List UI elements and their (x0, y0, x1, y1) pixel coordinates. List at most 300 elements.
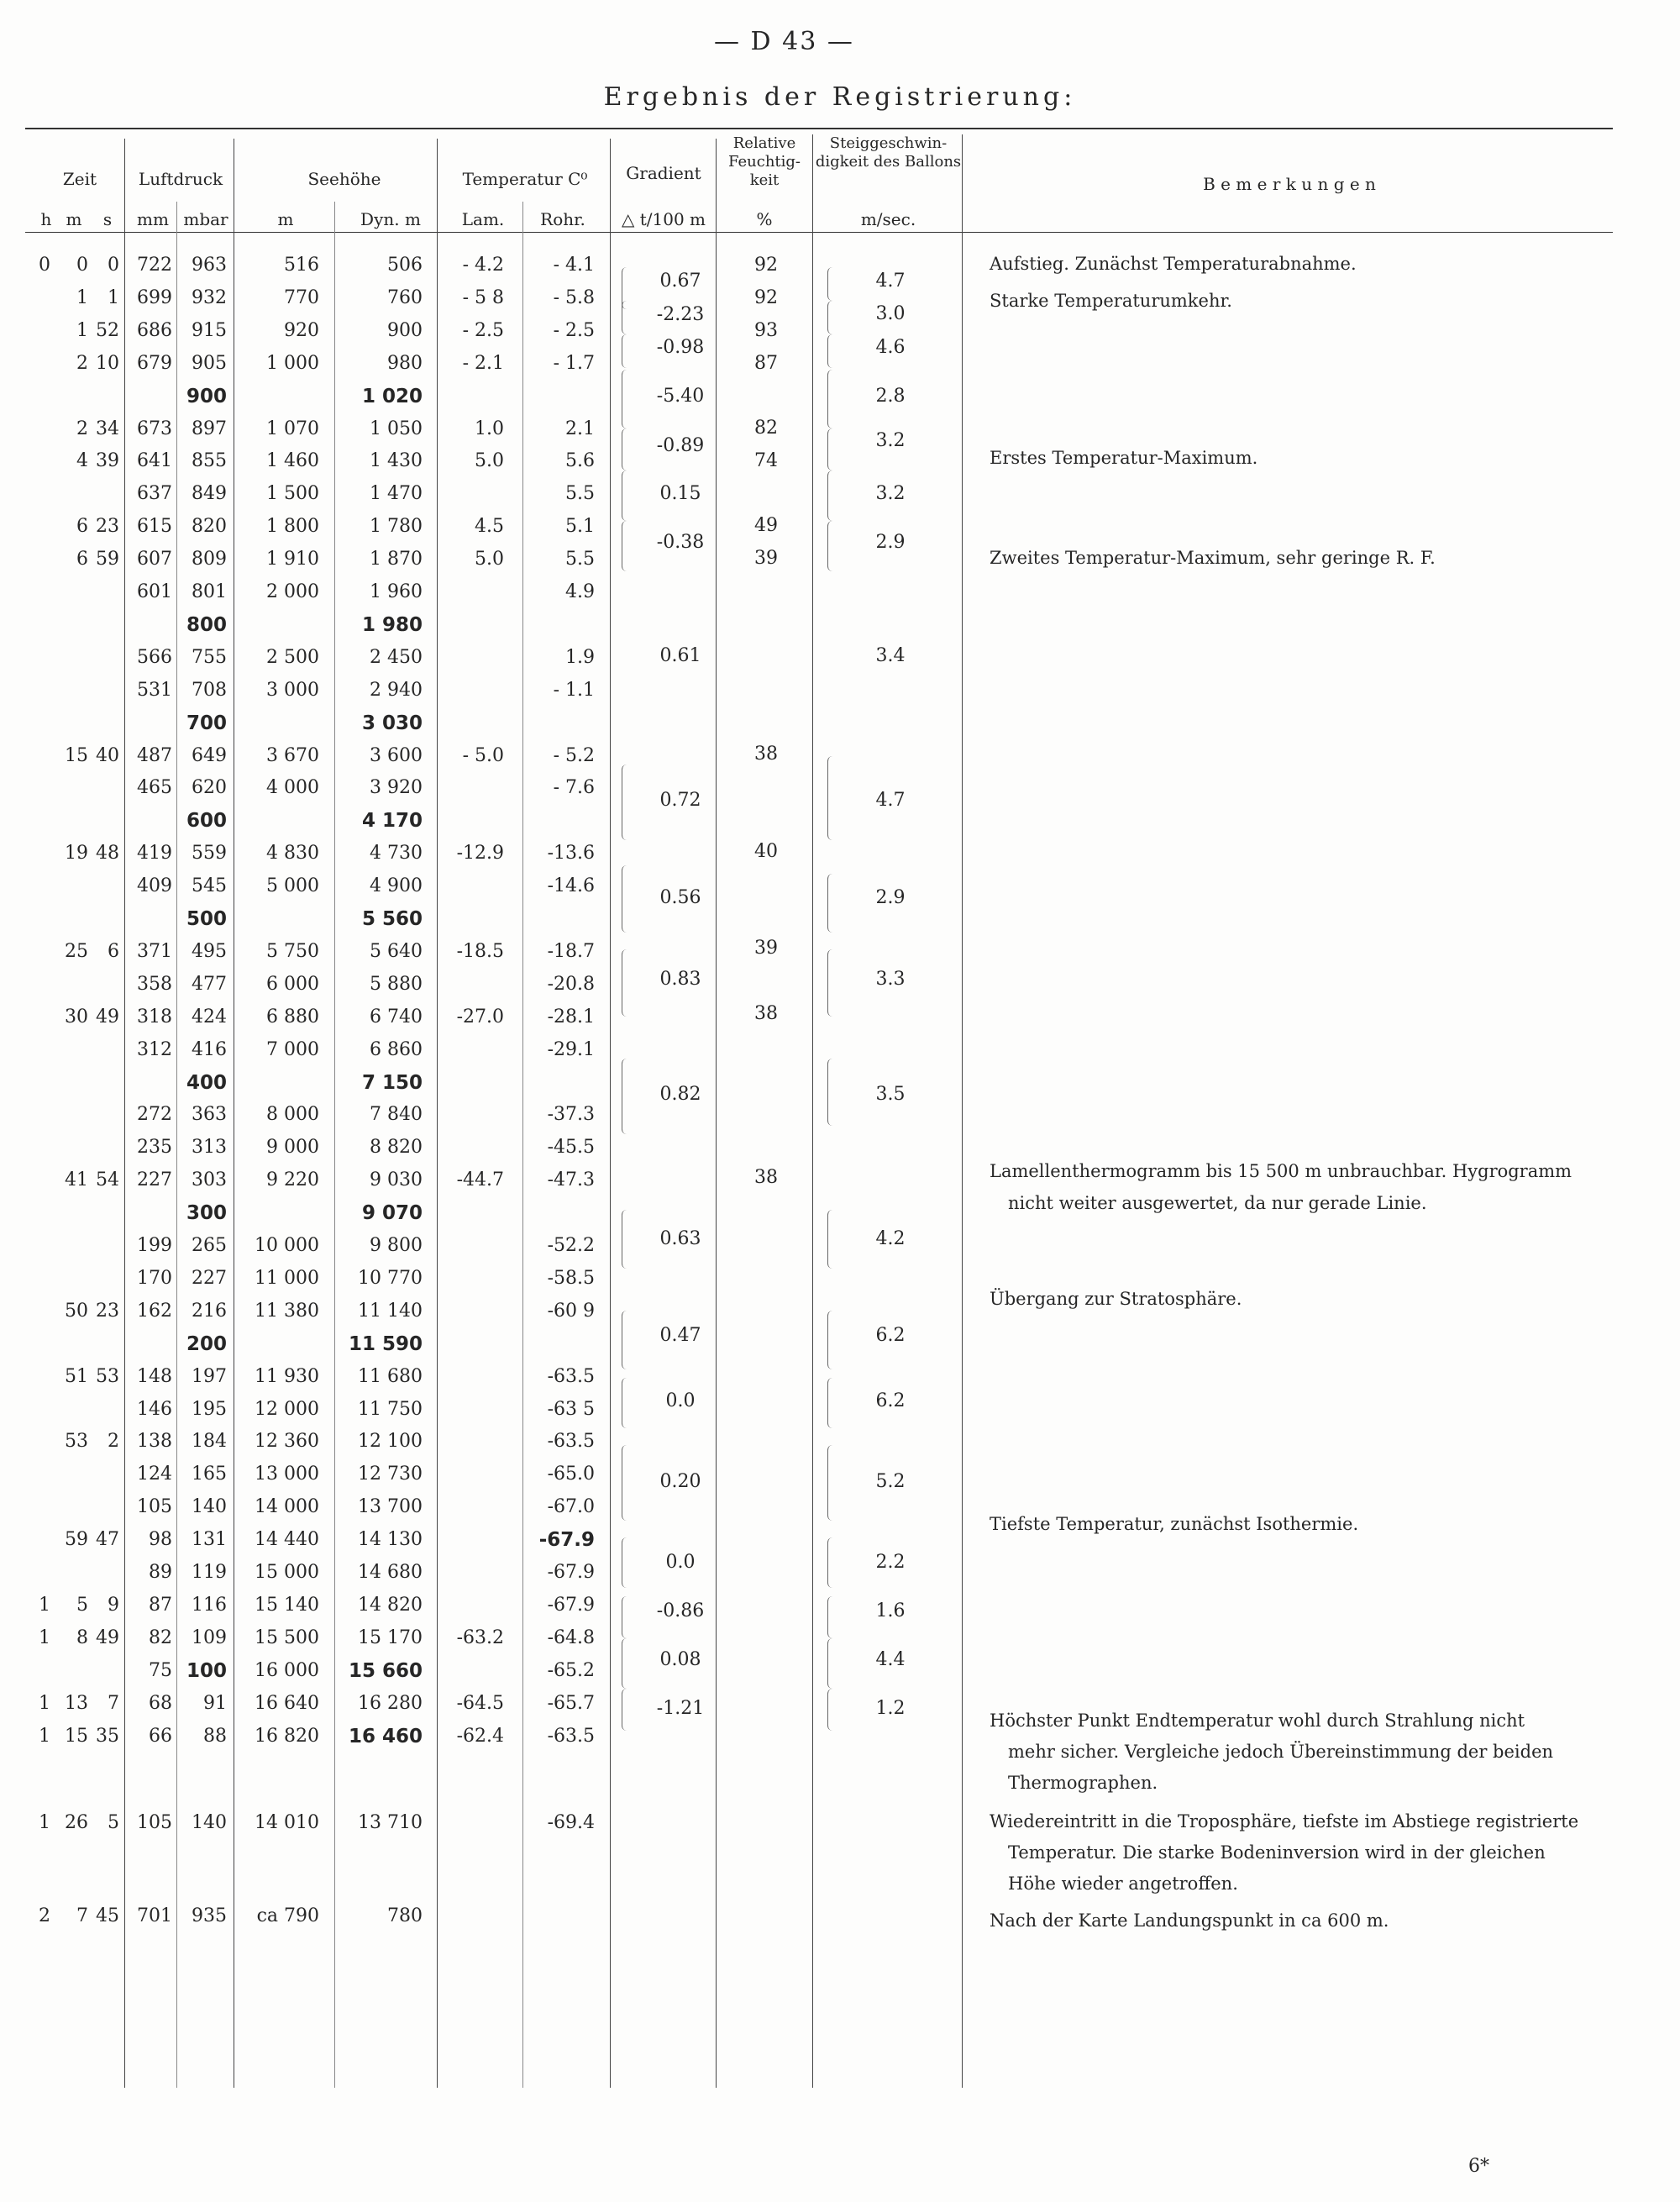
cell-pressure-mbar: 820 (192, 516, 227, 538)
cell-minute: 4 (76, 450, 88, 472)
cell-minute: 25 (65, 940, 88, 962)
cell-pressure-mbar: 477 (192, 973, 227, 995)
cell-pressure-mbar: 897 (192, 418, 227, 439)
cell-temp-rohr: -65.2 (547, 1659, 595, 1681)
cell-pressure-mbar: 165 (192, 1464, 227, 1485)
cell-humidity: 92 (754, 287, 778, 308)
cell-pressure-mbar: 915 (192, 319, 227, 341)
cell-pressure-mm: 312 (137, 1038, 172, 1060)
cell-altitude-dyn: 12 100 (358, 1431, 423, 1453)
header-feuchte-unit: % (756, 209, 773, 229)
cell-gradient: 0.0 (665, 1390, 696, 1411)
cell-altitude-m: 12 360 (255, 1431, 319, 1453)
cell-climb-speed: 2.2 (875, 1552, 906, 1573)
cell-altitude-dyn: 4 900 (370, 875, 423, 897)
header-steig: Steiggeschwin-digkeit des Ballons (815, 134, 962, 171)
cell-minute: 41 (65, 1169, 88, 1191)
cell-climb-speed: 4.6 (875, 337, 906, 358)
cell-temp-rohr: -52.2 (547, 1235, 595, 1256)
cell-hour: 1 (39, 1725, 50, 1747)
header-temperatur: Temperatur C⁰ (462, 169, 588, 189)
cell-pressure-mbar: 905 (192, 352, 227, 374)
col-rule (176, 202, 177, 2088)
cell-temp-lam: -64.5 (456, 1692, 504, 1714)
cell-altitude-dyn: 11 590 (348, 1332, 423, 1355)
cell-climb-speed: 4.4 (875, 1649, 906, 1670)
cell-pressure-mbar: 755 (192, 646, 227, 668)
header-dyn-m: Dyn. m (360, 209, 421, 229)
brace-mark (622, 301, 629, 334)
cell-pressure-mbar: 932 (192, 286, 227, 308)
cell-pressure-mbar: 416 (192, 1038, 227, 1060)
cell-temp-lam: -63.2 (456, 1627, 504, 1648)
cell-altitude-dyn: 14 820 (358, 1594, 423, 1616)
cell-altitude-dyn: 15 170 (358, 1627, 423, 1648)
brace-mark (622, 334, 629, 368)
cell-humidity: 92 (754, 255, 778, 276)
cell-pressure-mbar: 184 (192, 1431, 227, 1453)
brace-mark (827, 1445, 835, 1521)
remark-hygrogramm: nicht weiter ausgewertet, da nur gerade Linie. (1008, 1193, 1427, 1213)
cell-climb-speed: 4.7 (875, 790, 906, 811)
cell-climb-speed: 5.2 (875, 1471, 906, 1492)
brace-mark (827, 521, 835, 571)
cell-altitude-dyn: 10 770 (358, 1267, 423, 1289)
cell-humidity: 40 (754, 841, 778, 862)
cell-second: 0 (108, 255, 119, 276)
cell-altitude-dyn: 14 680 (358, 1562, 423, 1583)
cell-minute: 8 (76, 1627, 88, 1648)
cell-altitude-dyn: 4 170 (361, 810, 423, 833)
remark-zweites-maximum: Zweites Temperatur-Maximum, sehr geringe R. F. (990, 548, 1436, 568)
cell-pressure-mbar: 500 (186, 908, 227, 930)
cell-altitude-m: 16 000 (255, 1659, 319, 1681)
cell-altitude-m: 15 500 (255, 1627, 319, 1648)
cell-pressure-mbar: 545 (192, 875, 227, 897)
cell-altitude-dyn: 780 (387, 1905, 423, 1926)
cell-minute: 1 (76, 319, 88, 341)
cell-climb-speed: 4.2 (875, 1228, 906, 1249)
cell-temp-rohr: 2.1 (565, 418, 595, 439)
cell-humidity: 38 (754, 1003, 778, 1024)
cell-hour: 1 (39, 1594, 50, 1616)
cell-second: 48 (96, 843, 119, 865)
brace-mark (827, 949, 835, 1017)
cell-gradient: 0.56 (659, 887, 701, 908)
cell-altitude-dyn: 1 980 (361, 613, 423, 636)
cell-altitude-dyn: 1 430 (370, 450, 423, 472)
brace-mark (827, 1378, 835, 1428)
cell-pressure-mm: 199 (137, 1235, 172, 1256)
cell-altitude-m: 3 670 (266, 744, 319, 766)
cell-altitude-dyn: 1 470 (370, 483, 423, 505)
cell-pressure-mbar: 800 (186, 613, 227, 636)
cell-altitude-m: 7 000 (266, 1038, 319, 1060)
top-rule (25, 128, 1613, 129)
col-rule (334, 202, 335, 2088)
cell-temp-lam: - 2.5 (462, 319, 504, 341)
cell-temp-rohr: 5.1 (565, 516, 595, 538)
brace-mark (622, 470, 629, 521)
cell-pressure-mm: 66 (149, 1725, 172, 1747)
cell-pressure-mm: 601 (137, 581, 172, 602)
cell-second: 35 (96, 1725, 119, 1747)
header-zeit: Zeit (62, 169, 97, 189)
cell-altitude-m: 920 (284, 319, 319, 341)
cell-temp-lam: - 5.0 (462, 744, 504, 766)
remark-erstes-maximum: Erstes Temperatur-Maximum. (990, 448, 1258, 468)
header-steig-unit: m/sec. (860, 209, 916, 229)
cell-pressure-mm: 82 (149, 1627, 172, 1648)
cell-altitude-m: 12 000 (255, 1398, 319, 1420)
cell-pressure-mbar: 140 (192, 1496, 227, 1518)
cell-altitude-m: 4 830 (266, 843, 319, 865)
cell-temp-rohr: - 7.6 (553, 777, 595, 799)
cell-gradient: 0.82 (659, 1084, 701, 1105)
remark-stratosphaere: Übergang zur Stratosphäre. (990, 1289, 1242, 1309)
cell-temp-lam: -27.0 (456, 1006, 504, 1027)
remark-temperaturumkehr: Starke Temperaturumkehr. (990, 291, 1232, 311)
cell-pressure-mbar: 700 (186, 712, 227, 734)
cell-climb-speed: 3.5 (875, 1084, 906, 1105)
cell-altitude-m: 6 880 (266, 1006, 319, 1027)
col-rule (124, 139, 125, 2088)
cell-altitude-m: 11 000 (255, 1267, 319, 1289)
cell-altitude-dyn: 15 660 (348, 1659, 423, 1682)
cell-temp-rohr: -20.8 (547, 973, 595, 995)
cell-pressure-mbar: 119 (192, 1562, 227, 1583)
cell-second: 34 (96, 418, 119, 439)
cell-second: 1 (108, 286, 119, 308)
cell-temp-rohr: -63 5 (547, 1398, 595, 1420)
remark-hoechster-punkt: Höchster Punkt Endtemperatur wohl durch Strahlung nicht (990, 1711, 1525, 1731)
cell-altitude-dyn: 1 960 (370, 581, 423, 602)
cell-second: 54 (96, 1169, 119, 1191)
brace-mark (827, 1210, 835, 1269)
cell-climb-speed: 1.6 (875, 1600, 906, 1621)
cell-gradient: 0.20 (659, 1471, 701, 1492)
cell-altitude-m: 10 000 (255, 1235, 319, 1256)
cell-temp-rohr: -13.6 (547, 843, 595, 865)
cell-second: 5 (108, 1812, 119, 1833)
cell-pressure-mm: 235 (137, 1137, 172, 1159)
col-rule (812, 134, 813, 2088)
cell-second: 49 (96, 1006, 119, 1027)
cell-altitude-m: 5 750 (266, 940, 319, 962)
brace-mark (622, 370, 629, 428)
cell-altitude-m: 14 000 (255, 1496, 319, 1518)
brace-mark (827, 1311, 835, 1369)
cell-second: 23 (96, 1300, 119, 1322)
cell-temp-rohr: -47.3 (547, 1169, 595, 1191)
header-mm: mm (137, 209, 169, 229)
header-s: s (102, 209, 113, 229)
cell-pressure-mbar: 495 (192, 940, 227, 962)
cell-temp-rohr: - 5.2 (553, 744, 595, 766)
cell-altitude-m: 13 000 (255, 1464, 319, 1485)
brace-mark (622, 1378, 629, 1428)
col-rule (522, 202, 523, 2088)
cell-pressure-mbar: 195 (192, 1398, 227, 1420)
cell-temp-rohr: -64.8 (547, 1627, 595, 1648)
page-footnote: 6* (1468, 2156, 1489, 2177)
cell-temp-rohr: 5.5 (565, 549, 595, 570)
cell-hour: 1 (39, 1627, 50, 1648)
cell-temp-lam: - 4.2 (462, 255, 504, 276)
cell-temp-rohr: -67.9 (547, 1562, 595, 1583)
cell-temp-lam: -18.5 (456, 940, 504, 962)
cell-altitude-dyn: 3 920 (370, 777, 423, 799)
cell-altitude-dyn: 5 880 (370, 973, 423, 995)
cell-pressure-mbar: 109 (192, 1627, 227, 1648)
cell-gradient: -0.38 (656, 532, 705, 553)
cell-second: 23 (96, 516, 119, 538)
cell-humidity: 93 (754, 320, 778, 341)
brace-mark (622, 1638, 629, 1689)
cell-temp-rohr: -67.9 (547, 1594, 595, 1616)
cell-temp-rohr: -37.3 (547, 1104, 595, 1126)
cell-humidity: 39 (754, 548, 778, 569)
cell-altitude-m: 14 440 (255, 1529, 319, 1551)
cell-altitude-m: ca 790 (256, 1905, 319, 1926)
cell-gradient: -1.21 (656, 1698, 705, 1719)
cell-altitude-dyn: 11 680 (358, 1365, 423, 1387)
cell-altitude-dyn: 9 070 (361, 1202, 423, 1225)
remark-tiefste-temperatur: Tiefste Temperatur, zunächst Isothermie. (990, 1514, 1359, 1534)
cell-altitude-dyn: 5 640 (370, 940, 423, 962)
cell-pressure-mbar: 313 (192, 1137, 227, 1159)
cell-climb-speed: 3.0 (875, 303, 906, 324)
cell-temp-rohr: -67.9 (538, 1529, 595, 1552)
cell-altitude-dyn: 3 600 (370, 744, 423, 766)
cell-second: 7 (108, 1692, 119, 1714)
cell-altitude-m: 9 220 (266, 1169, 319, 1191)
cell-pressure-mbar: 303 (192, 1169, 227, 1191)
header-rohr: Rohr. (540, 209, 585, 229)
cell-temp-rohr: 4.9 (565, 581, 595, 602)
cell-gradient: -0.89 (656, 435, 705, 456)
header-h: h (40, 209, 52, 229)
cell-altitude-dyn: 1 780 (370, 516, 423, 538)
brace-mark (622, 1537, 629, 1588)
remark-vergleiche: mehr sicher. Vergleiche jedoch Übereinstimmung der beiden (1008, 1742, 1554, 1762)
cell-pressure-mm: 465 (137, 777, 172, 799)
cell-altitude-dyn: 16 460 (348, 1725, 423, 1747)
cell-temp-lam: - 5 8 (462, 286, 504, 308)
cell-pressure-mbar: 559 (192, 843, 227, 865)
cell-temp-rohr: -58.5 (547, 1267, 595, 1289)
cell-altitude-dyn: 8 820 (370, 1137, 423, 1159)
cell-temp-rohr: -14.6 (547, 875, 595, 897)
cell-temp-rohr: - 1.1 (553, 679, 595, 701)
cell-temp-rohr: 5.5 (565, 483, 595, 505)
cell-pressure-mbar: 708 (192, 679, 227, 701)
cell-pressure-mm: 272 (137, 1104, 172, 1126)
header-bemerkungen: B e m e r k u n g e n (1203, 174, 1376, 194)
cell-climb-speed: 3.2 (875, 483, 906, 504)
cell-pressure-mbar: 855 (192, 450, 227, 472)
cell-pressure-mm: 686 (137, 319, 172, 341)
cell-pressure-mm: 607 (137, 549, 172, 570)
cell-altitude-m: 3 000 (266, 679, 319, 701)
cell-pressure-mbar: 600 (186, 810, 227, 833)
cell-second: 52 (96, 319, 119, 341)
cell-temp-lam: -44.7 (456, 1169, 504, 1191)
header-gradient: Gradient (626, 163, 701, 183)
cell-pressure-mm: 699 (137, 286, 172, 308)
cell-minute: 13 (65, 1692, 88, 1714)
cell-altitude-m: 15 000 (255, 1562, 319, 1583)
header-lam: Lam. (461, 209, 505, 229)
cell-pressure-mm: 146 (137, 1398, 172, 1420)
cell-minute: 30 (65, 1006, 88, 1027)
brace-mark (622, 865, 629, 933)
cell-altitude-dyn: 9 800 (370, 1235, 423, 1256)
cell-gradient: 0.67 (659, 271, 701, 292)
cell-altitude-m: 2 000 (266, 581, 319, 602)
cell-pressure-mbar: 935 (192, 1905, 227, 1926)
cell-pressure-mm: 318 (137, 1006, 172, 1027)
cell-pressure-mbar: 197 (192, 1365, 227, 1387)
cell-minute: 59 (65, 1529, 88, 1551)
cell-humidity: 82 (754, 418, 778, 439)
cell-second: 40 (96, 744, 119, 766)
cell-pressure-mbar: 900 (186, 385, 227, 407)
cell-altitude-m: 1 910 (266, 549, 319, 570)
brace-mark (622, 1689, 629, 1731)
cell-pressure-mbar: 801 (192, 581, 227, 602)
col-rule (716, 139, 717, 2088)
cell-altitude-dyn: 13 700 (358, 1496, 423, 1518)
cell-pressure-mm: 419 (137, 843, 172, 865)
cell-altitude-dyn: 4 730 (370, 843, 423, 865)
cell-pressure-mm: 358 (137, 973, 172, 995)
brace-mark (622, 428, 629, 470)
cell-altitude-dyn: 2 450 (370, 646, 423, 668)
cell-altitude-m: 770 (284, 286, 319, 308)
cell-gradient: -0.86 (656, 1600, 705, 1621)
cell-altitude-m: 1 000 (266, 352, 319, 374)
cell-altitude-m: 4 000 (266, 777, 319, 799)
cell-temp-rohr: - 5.8 (553, 286, 595, 308)
brace-mark (622, 521, 629, 571)
cell-gradient: -2.23 (656, 304, 705, 325)
cell-pressure-mm: 227 (137, 1169, 172, 1191)
cell-altitude-m: 11 380 (255, 1300, 319, 1322)
cell-pressure-mbar: 91 (203, 1692, 227, 1714)
brace-mark (622, 1445, 629, 1521)
cell-gradient: 0.15 (659, 483, 701, 504)
cell-altitude-m: 15 140 (255, 1594, 319, 1616)
remark-aufstieg: Aufstieg. Zunächst Temperaturabnahme. (990, 254, 1357, 274)
cell-pressure-mm: 124 (137, 1464, 172, 1485)
col-rule (437, 139, 438, 2088)
cell-pressure-mbar: 400 (186, 1071, 227, 1094)
cell-temp-rohr: - 1.7 (553, 352, 595, 374)
cell-gradient: -5.40 (656, 386, 705, 407)
brace-mark (622, 1210, 629, 1269)
cell-gradient: 0.0 (665, 1552, 696, 1573)
cell-climb-speed: 6.2 (875, 1390, 906, 1411)
cell-pressure-mm: 531 (137, 679, 172, 701)
cell-altitude-m: 8 000 (266, 1104, 319, 1126)
cell-gradient: 0.83 (659, 969, 701, 990)
brace-mark (827, 301, 835, 334)
cell-altitude-dyn: 13 710 (358, 1812, 423, 1833)
cell-pressure-mm: 615 (137, 516, 172, 538)
cell-pressure-mbar: 649 (192, 744, 227, 766)
cell-pressure-mbar: 424 (192, 1006, 227, 1027)
cell-altitude-m: 1 500 (266, 483, 319, 505)
cell-pressure-mm: 138 (137, 1431, 172, 1453)
cell-minute: 51 (65, 1365, 88, 1387)
cell-temp-rohr: -29.1 (547, 1038, 595, 1060)
header-luftdruck: Luftdruck (138, 169, 223, 189)
brace-mark (827, 370, 835, 428)
cell-altitude-dyn: 760 (387, 286, 423, 308)
cell-hour: 1 (39, 1692, 50, 1714)
brace-mark (622, 1059, 629, 1134)
cell-pressure-mbar: 116 (192, 1594, 227, 1616)
brace-mark (827, 756, 835, 840)
cell-minute: 53 (65, 1431, 88, 1453)
cell-climb-speed: 2.9 (875, 532, 906, 553)
header-m: m (66, 209, 82, 229)
cell-pressure-mm: 701 (137, 1905, 172, 1926)
cell-pressure-mbar: 363 (192, 1104, 227, 1126)
cell-minute: 5 (76, 1594, 88, 1616)
cell-second: 10 (96, 352, 119, 374)
remark-bodeninversion: Temperatur. Die starke Bodeninversion wird in der gleichen (1008, 1842, 1546, 1863)
header-seehoehe-m: m (277, 209, 294, 229)
cell-hour: 1 (39, 1812, 50, 1833)
cell-altitude-m: 5 000 (266, 875, 319, 897)
brace-mark (622, 1596, 629, 1638)
cell-altitude-m: 16 820 (255, 1725, 319, 1747)
cell-altitude-dyn: 1 870 (370, 549, 423, 570)
cell-pressure-mbar: 100 (186, 1659, 227, 1682)
cell-minute: 15 (65, 1725, 88, 1747)
cell-minute: 15 (65, 744, 88, 766)
cell-altitude-dyn: 900 (387, 319, 423, 341)
cell-minute: 0 (76, 255, 88, 276)
cell-altitude-dyn: 16 280 (358, 1692, 423, 1714)
cell-minute: 2 (76, 352, 88, 374)
cell-pressure-mm: 162 (137, 1300, 172, 1322)
cell-altitude-dyn: 7 840 (370, 1104, 423, 1126)
brace-mark (827, 1059, 835, 1126)
cell-pressure-mm: 637 (137, 483, 172, 505)
remark-landungspunkt: Nach der Karte Landungspunkt in ca 600 m. (990, 1910, 1389, 1931)
cell-pressure-mbar: 131 (192, 1529, 227, 1551)
cell-altitude-m: 1 070 (266, 418, 319, 439)
brace-mark (827, 267, 835, 301)
cell-pressure-mm: 105 (137, 1812, 172, 1833)
cell-temp-rohr: - 2.5 (553, 319, 595, 341)
cell-pressure-mm: 170 (137, 1267, 172, 1289)
cell-humidity: 38 (754, 744, 778, 765)
cell-altitude-dyn: 11 140 (358, 1300, 423, 1322)
cell-pressure-mm: 89 (149, 1562, 172, 1583)
cell-humidity: 49 (754, 515, 778, 536)
header-feuchte: Relative Feuchtig-keit (727, 134, 801, 189)
cell-minute: 6 (76, 549, 88, 570)
cell-altitude-m: 9 000 (266, 1137, 319, 1159)
cell-altitude-m: 11 930 (255, 1365, 319, 1387)
cell-second: 53 (96, 1365, 119, 1387)
cell-pressure-mbar: 216 (192, 1300, 227, 1322)
cell-temp-rohr: 5.6 (565, 450, 595, 472)
